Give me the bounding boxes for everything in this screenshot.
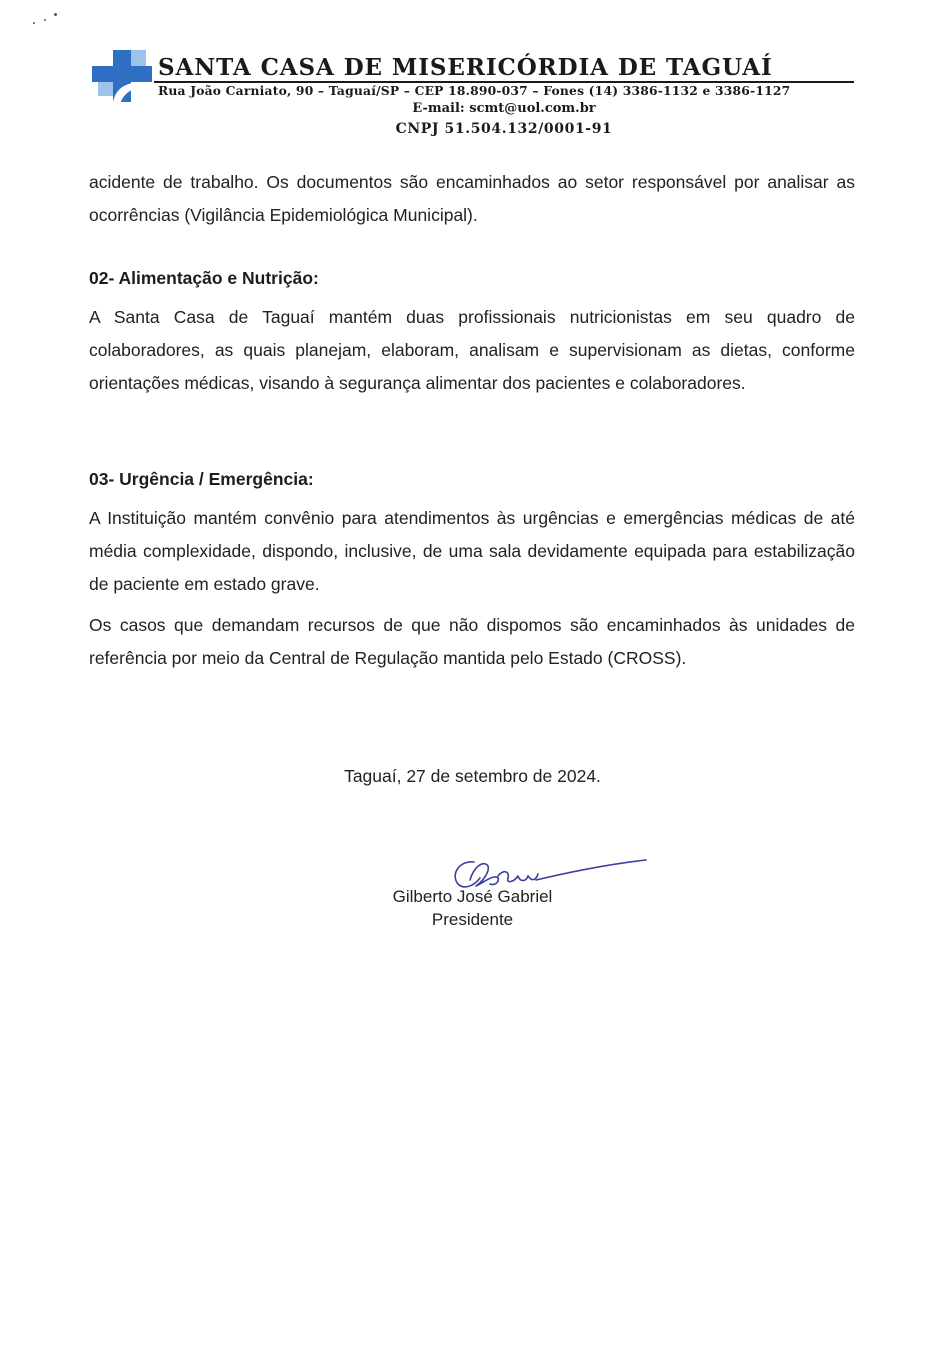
section-heading-emergency: 03- Urgência / Emergência:: [89, 469, 314, 489]
section-paragraph-emergency-2: Os casos que demandam recursos de que não dispomos são encaminhados às unidades de referência por meio da Central de Regulação mantida pelo Estado (CROSS).: [89, 615, 855, 668]
signer-name: Gilberto José Gabriel: [392, 887, 553, 906]
section-paragraph-nutrition: A Santa Casa de Taguaí mantém duas profissionais nutricionistas em seu quadro de colaboradores, as quais planejam, elaboram, analisam e supervisionam as dietas, conforme orientações médicas, visando à segurança alimentar dos pacientes e colaboradores.: [89, 307, 855, 393]
organization-address: Rua João Carniato, 90 – Taguaí/SP – CEP 18.890-037 – Fones (14) 3386-1132 e 3386-1127: [158, 83, 791, 98]
scan-speck: [54, 13, 57, 16]
intro-paragraph: acidente de trabalho. Os documentos são encaminhados ao setor responsável por analisar as ocorrências (Vigilância Epidemiológica Municipal).: [89, 172, 855, 225]
signer-role: Presidente: [431, 910, 514, 929]
section-heading-nutrition: 02- Alimentação e Nutrição:: [89, 268, 319, 288]
scan-speck: [33, 22, 35, 24]
scan-speck: [44, 19, 46, 21]
organization-cnpj: CNPJ 51.504.132/0001-91: [395, 121, 613, 137]
date-line: Taguaí, 27 de setembro de 2024.: [344, 766, 601, 786]
letterhead: [92, 50, 854, 142]
section-paragraph-emergency-1: A Instituição mantém convênio para atendimentos às urgências e emergências médicas de até média complexidade, dispondo, inclusive, de uma sala devidamente equipada para estabilização de paciente em estado grave.: [89, 508, 855, 594]
organization-name: SANTA CASA DE MISERICÓRDIA DE TAGUAÍ: [158, 54, 773, 81]
hospital-cross-logo: [92, 50, 152, 102]
organization-email: E-mail: scmt@uol.com.br: [412, 101, 596, 116]
